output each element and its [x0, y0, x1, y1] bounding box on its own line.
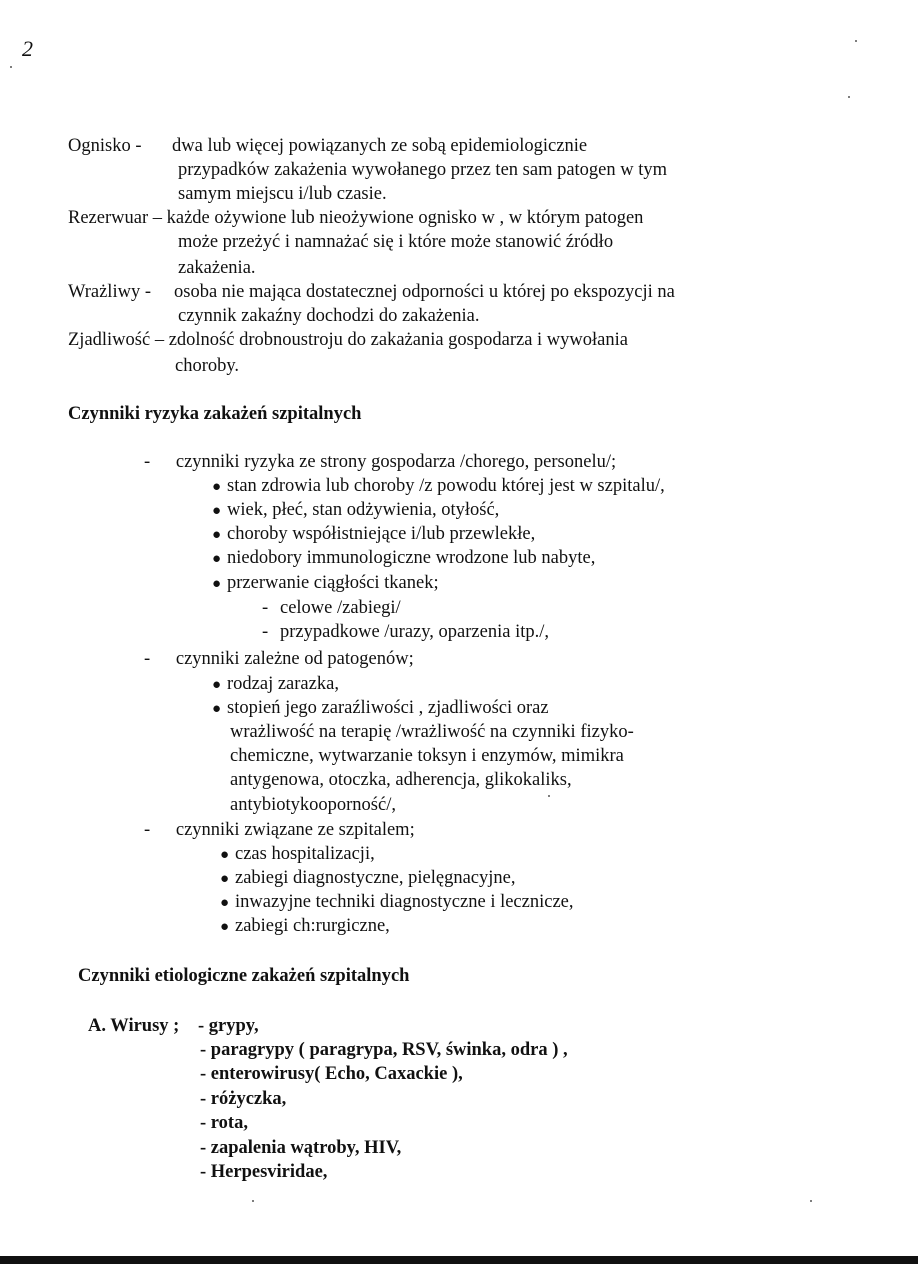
definition-text: zdolność drobnoustroju do zakażania gospodarza i wywołania — [168, 330, 628, 350]
scan-speck — [10, 66, 12, 68]
list-item — [212, 522, 535, 547]
bullet-marker: ● — [212, 527, 222, 543]
bullet-marker: ● — [220, 871, 230, 887]
risk-group-label: czynniki związane ze szpitalem; — [175, 820, 415, 840]
list-item — [212, 696, 549, 721]
risk-group-pathogen — [144, 647, 414, 671]
bullet-marker: ● — [212, 551, 222, 567]
bullet-marker: ● — [220, 895, 230, 911]
bullet-marker: ● — [212, 701, 222, 717]
list-item — [212, 546, 595, 571]
virus-item: - rota, — [200, 1113, 248, 1133]
definition-term: Wrażliwy - — [68, 282, 151, 302]
risk-group-label: czynniki ryzyka ze strony gospodarza /chorego, personelu/; — [175, 452, 617, 472]
list-item-text: zabiegi diagnostyczne, pielęgnacyjne, — [235, 868, 516, 888]
definition-rezerwuar — [68, 206, 643, 230]
sub-list-item — [262, 596, 401, 620]
definition-term: Ognisko - — [68, 136, 142, 156]
definition-text: choroby. — [175, 356, 240, 376]
definition-wrazliwy — [68, 280, 675, 304]
scan-bottom-edge — [0, 1256, 918, 1264]
virus-item: - paragrypy ( paragrypa, RSV, świnka, odra ) , — [200, 1040, 568, 1060]
list-item — [212, 498, 499, 523]
bullet-marker: ● — [212, 576, 222, 592]
dash-marker: - — [262, 622, 269, 642]
scan-speck — [548, 795, 550, 797]
bullet-marker: ● — [220, 919, 230, 935]
virus-item: - zapalenia wątroby, HIV, — [200, 1138, 402, 1158]
sub-list-item — [262, 620, 549, 644]
list-item-text: zabiegi ch:rurgiczne, — [235, 916, 390, 936]
sub-list-item-text: przypadkowe /urazy, oparzenia itp./, — [280, 622, 549, 642]
definition-term: Rezerwuar – — [68, 208, 162, 228]
section-heading-risk-factors: Czynniki ryzyka zakażeń szpitalnych — [68, 404, 362, 424]
list-item-text: stopień jego zaraźliwości , zjadliwości oraz — [227, 698, 549, 718]
list-item-text: przerwanie ciągłości tkanek; — [227, 573, 439, 593]
scan-speck — [252, 1200, 254, 1202]
definition-zjadliwosc — [68, 328, 628, 352]
list-item — [220, 890, 574, 915]
section-heading-etiology: Czynniki etiologiczne zakażeń szpitalnych — [78, 966, 410, 986]
scan-speck — [848, 96, 850, 98]
scan-speck — [810, 1200, 812, 1202]
definition-text: samym miejscu i/lub czasie. — [178, 184, 387, 204]
virus-item: - Herpesviridae, — [200, 1162, 328, 1182]
list-item-text: niedobory immunologiczne wrodzone lub nabyte, — [227, 548, 596, 568]
list-item — [212, 474, 665, 499]
page-number: 2 — [22, 36, 33, 61]
list-item-text: choroby współistniejące i/lub przewlekłe, — [227, 524, 536, 544]
virus-item: - grypy, — [198, 1016, 259, 1036]
risk-group-hospital — [144, 818, 415, 842]
list-item-text: rodzaj zarazka, — [227, 674, 339, 694]
dash-marker: - — [144, 452, 151, 472]
viruses-label-text: A. Wirusy ; — [88, 1016, 180, 1036]
definition-text: każde ożywione lub nieożywione ognisko w , w którym patogen — [166, 208, 644, 228]
virus-item: - różyczka, — [200, 1089, 287, 1109]
list-item — [212, 571, 439, 596]
list-item-text: wiek, płeć, stan odżywienia, otyłość, — [227, 500, 500, 520]
list-item-text: inwazyjne techniki diagnostyczne i lecznicze, — [235, 892, 574, 912]
dash-marker: - — [262, 598, 269, 618]
bullet-marker: ● — [212, 503, 222, 519]
dash-marker: - — [144, 820, 151, 840]
definition-text: osoba nie mająca dostatecznej odporności u której po ekspozycji na — [174, 282, 675, 302]
viruses-label — [88, 1014, 179, 1038]
definition-text: dwa lub więcej powiązanych ze sobą epidemiologicznie — [172, 136, 588, 156]
definition-text: zakażenia. — [178, 258, 256, 278]
list-item — [220, 842, 375, 867]
list-item-continuation: antybiotykooporność/, — [230, 795, 396, 815]
virus-item: - enterowirusy( Echo, Caxackie ), — [200, 1064, 463, 1084]
bullet-marker: ● — [212, 677, 222, 693]
bullet-marker: ● — [220, 847, 230, 863]
list-item-text: stan zdrowia lub choroby /z powodu której jest w szpitalu/, — [227, 476, 665, 496]
list-item-continuation: wrażliwość na terapię /wrażliwość na czynniki fizyko- — [230, 722, 634, 742]
bullet-marker: ● — [212, 479, 222, 495]
list-item — [220, 914, 390, 939]
risk-group-host — [144, 450, 616, 474]
scan-speck — [855, 40, 857, 42]
definition-text: przypadków zakażenia wywołanego przez ten sam patogen w tym — [178, 160, 668, 180]
definition-text: czynnik zakaźny dochodzi do zakażenia. — [178, 306, 480, 326]
list-item — [212, 672, 339, 697]
definition-term: Zjadliwość – — [68, 330, 165, 350]
list-item — [220, 866, 515, 891]
dash-marker: - — [144, 649, 151, 669]
list-item-continuation: chemiczne, wytwarzanie toksyn i enzymów, mimikra — [230, 746, 624, 766]
definition-text: może przeżyć i namnażać się i które może stanowić źródło — [178, 232, 614, 252]
definition-ognisko — [68, 134, 587, 158]
list-item-text: czas hospitalizacji, — [235, 844, 375, 864]
risk-group-label: czynniki zależne od patogenów; — [175, 649, 414, 669]
list-item-continuation: antygenowa, otoczka, adherencja, glikokaliks, — [230, 770, 572, 790]
sub-list-item-text: celowe /zabiegi/ — [280, 598, 401, 618]
